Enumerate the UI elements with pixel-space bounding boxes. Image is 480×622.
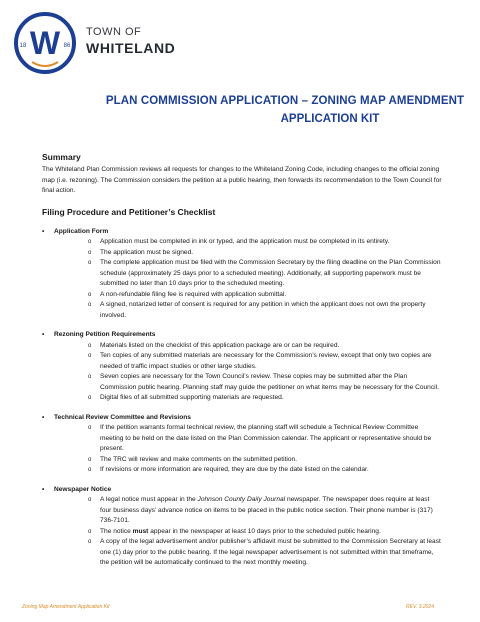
- logo-year-left: 18: [19, 43, 27, 49]
- section-newspaper-notice: • Newspaper Notice: [42, 485, 442, 496]
- newspaper-notice-list: [42, 495, 442, 569]
- emphasis-must: must: [132, 527, 149, 535]
- document-subtitle: APPLICATION KIT: [280, 113, 380, 125]
- list-item: o Materials listed on the checklist of this application package are or can be required.: [100, 341, 442, 352]
- list-item: o Seven copies are necessary for the Town Council’s review. These copies may be submitted after the Plan Commission public hearing. Planning staff may guide the petitioner on what items may be necessary for the Council.: [100, 372, 442, 393]
- list-item: o Application must be completed in ink or typed, and the application must be completed in its entirety.: [100, 237, 442, 248]
- list-item: o The TRC will review and make comments on the submitted petition.: [100, 455, 442, 466]
- newspaper-name: Johnson County Daily Journal: [197, 496, 286, 503]
- section-rezoning-requirements: • Rezoning Petition Requirements: [42, 330, 442, 341]
- logo-letter: W: [29, 25, 61, 61]
- filing-heading: Filing Procedure and Petitioner’s Checklist: [42, 206, 216, 217]
- footer-document-name: Zoning Map Amendment Application Kit: [22, 604, 110, 610]
- section-technical-review: • Technical Review Committee and Revisions: [42, 413, 442, 424]
- list-item: o If the petition warrants formal technical review, the planning staff will schedule a Technical Review Committee meeting to be held on the date listed on the Plan Commission calendar. The applicant or representative should be present.: [100, 423, 442, 455]
- summary-heading: Summary: [42, 152, 81, 162]
- town-name: WHITELAND: [86, 40, 176, 56]
- town-of-label: TOWN OF: [86, 26, 142, 38]
- list-item: o The application must be signed.: [100, 248, 442, 259]
- footer-revision: REV. 3.2024: [406, 604, 434, 610]
- document-title: PLAN COMMISSION APPLICATION – ZONING MAP AMENDMENT: [105, 95, 465, 107]
- list-item: o Digital files of all submitted supporting materials are requested.: [100, 393, 442, 404]
- list-item: o A non-refundable filing fee is required with application submittal.: [100, 290, 442, 301]
- list-item: o The complete application must be filed with the Commission Secretary by the filing deadline on the Plan Commission schedule (approximately 25 days prior to a scheduled meeting). Additionally, all supporting paperwork must be submitted no later than 10 days prior to the scheduled meeting.: [100, 258, 442, 290]
- list-item: o A signed, notarized letter of consent is required for any petition in which the applicant does not own the property involved.: [100, 300, 442, 321]
- list-item: o The notice must appear in the newspaper at least 10 days prior to the scheduled public hearing.: [100, 527, 442, 538]
- list-item: o A copy of the legal advertisement and/or publisher’s affidavit must be submitted to the Commission Secretary at least one (1) day prior to the public hearing. If the legal newspaper advertisement is not submitted within that timeframe, the petition will be automatically continued to the next monthly meeting.: [100, 537, 442, 569]
- document-body: [42, 152, 442, 569]
- application-form-list: [42, 237, 442, 321]
- summary-text: The Whiteland Plan Commission reviews all requests for changes to the Whiteland Zoning Code, including changes to the official zoning map (i.e. rezoning). The Commission considers the petition at a public hearing, then forwards its recommendation to the Town Council for final action.: [42, 166, 442, 194]
- list-item: o A legal notice must appear in the Johnson County Daily Journal newspaper. The newspaper does require at least four business days’ advance notice on items to be placed in the public notice section. Their phone number is (317) 736-7101.: [100, 495, 442, 527]
- town-logo: [14, 12, 76, 74]
- list-item: o Ten copies of any submitted materials are necessary for the Commission’s review, except that only two copies are needed of traffic impact studies or other large studies.: [100, 351, 442, 372]
- section-application-form: • Application Form: [42, 227, 442, 238]
- rezoning-requirements-list: [42, 341, 442, 404]
- technical-review-list: [42, 423, 442, 476]
- list-item: o If revisions or more information are required, they are due by the date listed on the calendar.: [100, 465, 442, 476]
- logo-year-right: 86: [63, 43, 71, 49]
